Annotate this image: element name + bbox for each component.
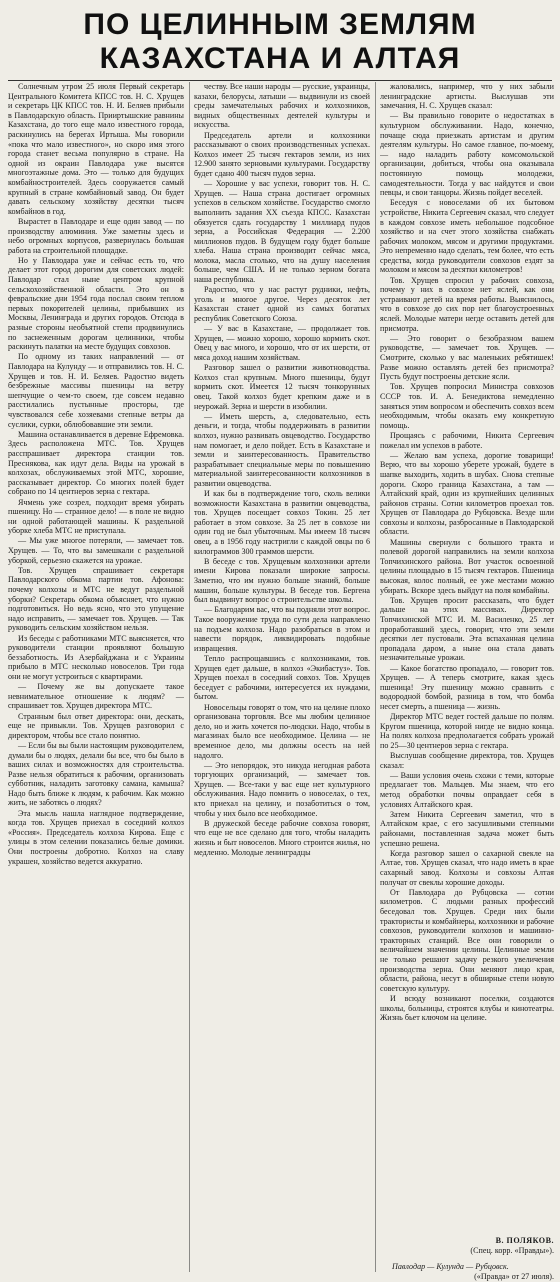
article-paragraph: Прощаясь с рабочими, Никита Сергеевич пожелал им успехов в работе.: [380, 430, 554, 450]
article-column-3: [380, 82, 554, 1232]
article-paragraph: — Вы правильно говорите о недостатках в культурном обслуживании. Надо, конечно, почаще сюда приезжать артистам и другим деятелям культуры. Но самое главное, по-моему, — надо наладить работу комсомольской организации, добиться, чтобы она оказывала постоянную помощь молодежи, самодеятельности. Тогда у вас найдутся и свои певцы, и свои танцоры. Жизнь пойдет веселей.: [380, 111, 554, 198]
article-paragraph: Радостно, что у нас растут рудники, нефть, уголь и многое другое. Через десяток лет Казахстан станет одной из самых богатых республик Советского Союза.: [194, 285, 370, 324]
dateline-footer: [392, 1262, 554, 1282]
article-paragraph: Вырастет в Павлодаре и еще один завод — по производству алюминия. Уже заметны здесь и небо огромных корпусов, развернулась большая работа на строительной площадке.: [8, 216, 184, 255]
article-paragraph: И всюду возникают поселки, создаются школы, больницы, строятся клубы и кинотеатры. Жизнь бьет ключом на целине.: [380, 993, 554, 1023]
article-paragraph: И как бы в подтверждение того, сколь велики возможности Казахстана в развитии овцеводства, тов. Хрущев посещает совхоз Токин. 25 лет работает в этом совхозе. За 25 лет в совхозе ни один год не был убыточным. Мы имеем 18 тысяч овец, а в 1956 году настригли с каждой овцы по 6 килограммов 300 граммов шерсти.: [194, 489, 370, 556]
byline: [420, 1236, 554, 1256]
article-paragraph: — Иметь шерсть, а, следовательно, есть деньги, и тогда, чтобы поддерживать в развитии колхоз, нужно развивать овцеводство. Государство нам помогает, и дело пойдет. Есть в Казахстане и земли и заинтересованность. Правительство разрабатывает специальные меры по повышению материальной заинтересованности колхозников в развитии овцеводства.: [194, 411, 370, 488]
source-note: («Правда» от 27 июля).: [474, 1272, 554, 1281]
article-paragraph: — Это говорит о безобразном вашем руководстве, — замечает тов. Хрущев. — Смотрите, сколько у вас маленьких ребятишек! Разве можно оставлять детей без присмотра? Пусть будут построены детские ясли.: [380, 333, 554, 382]
article-paragraph: От Павлодара до Рубцовска — сотни километров. С людьми разных профессий беседовал тов. Хрущев. Среди них были трактористы и комбайнеры, колхозники и рабочие совхозов, руководители колхозов и машинно-тракторных станций. Все они говорили о величайшем значении целины. Целинные земли не только решают задачу резкого увеличения производства зерна. Они меняют лицо края, области, района, несут в обширные степи новую советскую культуру.: [380, 887, 554, 993]
article-paragraph: Из беседы с работниками МТС выясняется, что руководители станции проявляют большую беззаботность. Из Азербайджана и с Украины прибыло в МТС несколько новоселов. Три года они не могут устроиться с квартирами.: [8, 633, 184, 681]
headline-line-2: КАЗАХСТАНА И АЛТАЯ: [99, 42, 461, 75]
article-paragraph: — Какое богатство пропадало, — говорит тов. Хрущев. — А теперь смотрите, какая здесь пшеница! Эту пшеницу можно сравнить с водородной бомбой, разница в том, что бомба несет смерть, а пшеница — жизнь.: [380, 663, 554, 711]
article-paragraph: Тепло распрощавшись с колхозниками, тов. Хрущев едет дальше, в колхоз «Экибастуз». Тов. Хрущев поехал в соседний совхоз. Тов. Хрущев беседует с рабочими, интересуется их нуждами, бытом.: [194, 653, 370, 702]
article-paragraph: Тов. Хрущев спрашивает секретаря Павлодарского обкома партии тов. Афонова: почему колхозы и МТС не ведут раздельной уборки? Секретарь обкома объясняет, что нужно подготовиться. Но ведь ясно, что это упущение надо исправить, — замечает тов. Хрущев. — Так руководить сельским хозяйством нельзя.: [8, 565, 184, 633]
article-paragraph: Тов. Хрущев попросил Министра совхозов СССР тов. И. А. Бенедиктова немедленно заняться этим вопросом и обеспечить совхоз всем необходимым, чтобы оказать ему конкретную помощь.: [380, 382, 554, 430]
article-paragraph: Машина останавливается в деревне Ефремовка. Здесь расположена МТС. Тов. Хрущев расспрашивает директора станции тов. Преснякова, как идут дела. Виды на урожай в колхозах, обслуживаемых этой МТС, хорошие, рассказывает директор. Со многих полей будет собрано по 14 центнеров зерна с гектара.: [8, 429, 184, 497]
article-paragraph: — Ваши условия очень схожи с теми, которые предлагает тов. Мальцев. Мы знаем, что его метод обработки почвы оправдает себя в условиях Алтайского края.: [380, 770, 554, 809]
article-paragraph: — Почему же вы допускаете такое невнимательное отношение к людям? — спрашивает тов. Хрущев директора МТС.: [8, 682, 184, 711]
article-paragraph: В беседе с тов. Хрущевым колхозники артели имени Кирова показали широкие запросы. Заметно, что им нужно больше знаний, больше машин, больше культуры. В беседе тов. Бергена был выдвинут вопрос о строительстве школы.: [194, 556, 370, 605]
article-paragraph: Но у Павлодара уже и сейчас есть то, что делает этот город дорогим для советских людей: Павлодар стал ныне центром крупной сельскохозяйственной области. Это он в февральские дни 1954 года послал своим теплом первых покорителей целины, прибывших из Москвы, Ленинграда и других городов. Отсюда в разные стороны необъятной степи продвинулись по заснеженным дорогам целинники, чтобы раскинуть палатки на месте будущих совхозов.: [8, 255, 184, 352]
article-paragraph: — Желаю вам успеха, дорогие товарищи! Верю, что вы хорошо уберете урожай, будете в шапке выходить, ходить в шубах. Снова степные дороги. Скоро граница Казахстана, а там — Алтайский край, один из крупнейших целинных районов страны. Сотни километров проехал тов. Хрущев от Павлодара до Рубцовска. Везде шли совхозы и колхозы, разбросанные в Павлодарской области.: [380, 450, 554, 537]
author-credit: (Спец. корр. «Правды»).: [470, 1246, 554, 1255]
article-paragraph: Затем Никита Сергеевич заметил, что в Алтайском крае, с его засушливыми степными районами, поставленная задача может быть успешно решена.: [380, 809, 554, 848]
article-paragraph: По одному из таких направлений — от Павлодара на Кулунду — и отправились тов. Н. С. Хрущев и тов. Н. И. Беляев. Радостно видеть безбрежные массивы пшеницы на ветру шепчущие о чем-то своем, где совсем недавно расстилались пустынные просторы, где чувствовался себе хозяевами степные ветры да суслики, сурки, облюбовавшие эти земли.: [8, 352, 184, 429]
headline-rule: [8, 80, 552, 81]
article-paragraph: жаловались, например, что у них забыли ленинградские артисты. Выслушав эти замечания, Н. С. Хрущев сказал:: [380, 82, 554, 111]
author-name: В. ПОЛЯКОВ.: [495, 1236, 554, 1245]
article-paragraph: Председатель артели и колхозники рассказывают о своих производственных успехах. Колхоз имеет 25 тысяч гектаров земли, из них 12.900 занято зерновыми культурами. Государству будет сдано 400 тысяч пудов зерна.: [194, 130, 370, 178]
article-paragraph: Когда разговор зашел о сахарной свекле на Алтае, тов. Хрущев сказал, что надо иметь в крае сахарный завод. Колхозы и совхозы Алтая получат от свеклы хорошие доходы.: [380, 848, 554, 887]
article-paragraph: Выслушав сообщение директора, тов. Хрущев сказал:: [380, 751, 554, 770]
article-paragraph: Тов. Хрущев спросил у рабочих совхоза, почему у них в совхозе нет яслей, как они устраивают детей на время работы. Выяснилось, что в совхозе до сих пор нет благоустроенных яслей. Молодые матери негде оставить детей для присмотра.: [380, 275, 554, 333]
article-paragraph: — Мы уже многое потеряли, — замечает тов. Хрущев. — То, что вы замешкали с раздельной уборкой, серьезно скажется на урожае.: [8, 536, 184, 565]
article-paragraph: — У вас в Казахстане, — продолжает тов. Хрущев, — можно хорошо, хорошо кормить скот. Овец у вас много, и хорошо, что от их шерсти, от мяса доход нашим хозяйствам.: [194, 324, 370, 362]
article-paragraph: Солнечным утром 25 июля Первый секретарь Центрального Комитета КПСС тов. Н. С. Хрущев и секретарь ЦК КПСС тов. Н. И. Беляев прибыли в Павлодарскую область. Прииртышские равнины Казахстана, до того еще мало известного города, раскинулись на берегах Иртыша. Мы говорили «пока что мало известного», но скоро имя этого города станет весьма популярно в стране. На одной из окраин Павлодара уже высятся многоэтажные дома. Это — только для будущих комбайностроителей. Здесь сооружается самый крупный в стране комбайновый завод. Он будет давать сельскому хозяйству десятки тысяч комбайнов в год.: [8, 82, 184, 216]
article-paragraph: — Это непорядок, это никуда негодная работа торгующих организаций, — замечает тов. Хрущев. — Все-таки у вас еще нет культурного обслуживания. Надо помнить о новоселах, о тех, кто приехал на целину, и позаботиться о том, чтобы у них было все необходимое.: [194, 760, 370, 818]
article-paragraph: Разговор зашел о развитии животноводства. Колхоз стал крупным. Много пшеницы, будут кормить скот. Имеется 12 тысяч тонкорунных овец. Такой колхоз будет крепким даже и в неурожай. Зерна и шерсти в изобилии.: [194, 363, 370, 411]
column-divider: [375, 82, 376, 1272]
article-paragraph: Тов. Хрущев просит рассказать, что будет дальше на этих массивах. Директор Топчихинской МТС И. М. Василенко, 25 лет проработавший здесь, говорит, что эти земли десятки лет пустовали. Эта вспаханная целина пропадала даром, а ныне она стала давать незначительные урожаи.: [380, 595, 554, 663]
article-paragraph: В дружеской беседе рабочие совхоза говорят, что еще не все сделано для того, чтобы наладить жизнь и быт новоселов. Много строится жилья, но медленно. Молодые ленинградцы: [194, 818, 370, 857]
headline-line-1: ПО ЦЕЛИННЫМ ЗЕМЛЯМ: [83, 8, 477, 41]
article-paragraph: Новосельцы говорят о том, что на целине плохо организована торговля. Все мы любим целинное дело, но и жить хочется по-людски. Надо, чтобы в магазинах было все необходимое. Целина — не временное дело, мы должны осесть на ней надолго.: [194, 702, 370, 760]
article-paragraph: Директор МТС ведет гостей дальше по полям. Кругом пшеница, которой нигде не видно конца. На полях колхоза предполагается собрать урожай по 25—30 центнеров зерна с гектара.: [380, 712, 554, 750]
article-paragraph: — Благодарим вас, что вы подняли этот вопрос. Такое вооружение труда по сути дела направлено на подъем колхоза. Надо разобраться в этом и навести порядок, ликвидировать подобные извращения.: [194, 605, 370, 653]
article-paragraph: честву. Все наши народы — русские, украинцы, казахи, белорусы, латыши — выдвинули из своей среды замечательных рабочих и колхозников, видных общественных деятелей культуры и искусства.: [194, 82, 370, 130]
article-paragraph: Ячмень уже созрел, подходит время убирать пшеницу. Но — странное дело! — в поле не видно ни одной работающей машины. К раздельной уборке хлеба МТС не приступала.: [8, 497, 184, 536]
article-paragraph: — Если бы вы были настоящим руководителем, думали бы о людях, делали бы все, что бы было в ваших силах и возможностях для строительства. Разве нельзя обратиться к рабочим, организовать субботник, наладить заготовку самана, камыша? Надо быть ближе к людям, к рабочим. Как можно жить, не заботясь о людях?: [8, 740, 184, 808]
article-column-2: [194, 82, 370, 1278]
route-line: Павлодар — Кулунда — Рубцовск.: [392, 1262, 509, 1271]
article-headline: [0, 8, 560, 76]
article-paragraph: Странным был ответ директора: они, дескать, еще не привыкли. Тов. Хрущев разговорил с директором, чтобы все стало понятно.: [8, 711, 184, 740]
article-column-1: [8, 82, 184, 1278]
column-divider: [189, 82, 190, 1272]
article-paragraph: Машины свернули с большого тракта и полевой дорогой направились на земли колхоза Топчихинского района. Вот участок освоенной целины площадью в 15 тысяч гектаров. Пшеница высокая, колос полный, ее уже местами можно убирать. Вскоре здесь выйдут на поля комбайны.: [380, 537, 554, 595]
article-paragraph: Беседуя с новоселами об их бытовом устройстве, Никита Сергеевич сказал, что следует в каждом совхозе иметь небольшое подсобное хозяйство и на счет этого хозяйства снабжать рабочих молоком, мясом и другими продуктами. Это непременно надо сделать, тем более, что есть средства, когда руководители совхозов ездят за молоком и мясом за десятки километров!: [380, 198, 554, 275]
article-paragraph: — Хорошие у вас успехи, говорит тов. Н. С. Хрущев. — Наша страна достигает огромных успехов в сельском хозяйстве. Государство смогло выполнить задания XX съезда КПСС. Казахстан обязуется сдать государству 1 миллиард пудов зерна, а Российская Федерация — 2.200 миллионов пудов. В будущем году будет больше хлеба. Наша страна производит сейчас мяса, молока, масла столько, что на душу населения больше, чем США. И не только зерном богата наша республика.: [194, 179, 370, 285]
article-paragraph: Эта мысль нашла наглядное подтверждение, когда тов. Хрущев приехал в соседний колхоз «Россия». Председатель колхоза Кирова. Еще с улицы в этом селении показались белые домики. Они построены добротно. Колхоз на славу украшен, хозяйство ведется аккуратно.: [8, 808, 184, 866]
